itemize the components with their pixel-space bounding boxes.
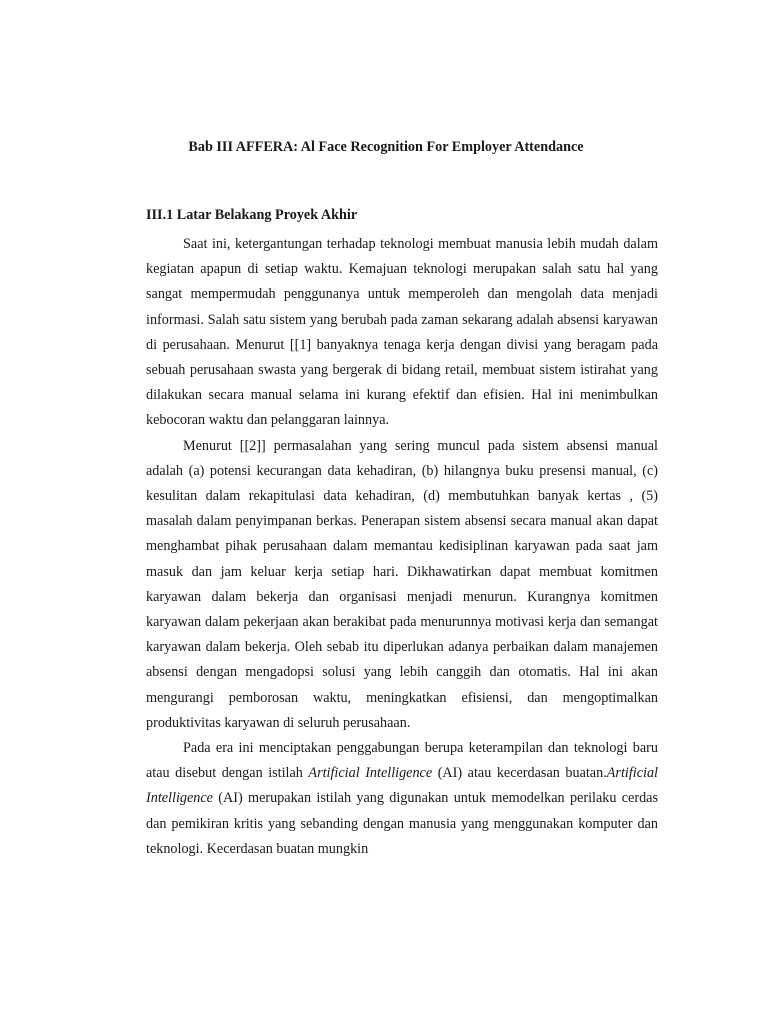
paragraph-3-segment: (AI) atau kecerdasan buatan. [432, 765, 607, 782]
paragraph-3-italic-term: Artificial Intelligence [308, 765, 433, 782]
paragraph-3-italic-term: Artificial Intelligence [146, 765, 658, 807]
paragraph-1: Saat ini, ketergantungan terhadap teknologi membuat manusia lebih mudah dalam kegiatan apapun di setiap waktu. Kemajuan teknologi merupakan salah satu hal yang sangat mempermudah penggunanya untuk memperoleh dan mengolah data menjadi informasi. Salah satu sistem yang berubah pada zaman sekarang adalah absensi karyawan di perusahaan. Menurut [[1] banyaknya tenaga kerja dengan divisi yang beragam pada sebuah perusahaan swasta yang bergerak di bidang retail, membuat sistem istirahat yang dilakukan secara manual selama ini kurang efektif dan efisien. Hal ini menimbulkan kebocoran waktu dan pelanggaran lainnya. [146, 236, 658, 429]
paragraph-3 [146, 736, 658, 862]
paragraph-3-segment: Pada era ini menciptakan penggabungan berupa keterampilan dan teknologi baru atau disebut dengan istilah [146, 740, 658, 782]
paragraph-2: Menurut [[2]] permasalahan yang sering muncul pada sistem absensi manual adalah (a) potensi kecurangan data kehadiran, (b) hilangnya buku presensi manual, (c) kesulitan dalam rekapitulasi data kehadiran, (d) membutuhkan banyak kertas , (5) masalah dalam penyimpanan berkas. Penerapan sistem absensi secara manual akan dapat menghambat pihak perusahaan dalam memantau kedisiplinan karyawan pada saat jam masuk dan jam keluar kerja setiap hari. Dikhawatirkan dapat membuat komitmen karyawan dalam bekerja dan organisasi menjadi menurun. Kurangnya komitmen karyawan dalam pekerjaan akan berakibat pada menurunnya motivasi kerja dan semangat karyawan dalam bekerja. Oleh sebab itu diperlukan adanya perbaikan dalam manajemen absensi dengan mengadopsi solusi yang lebih canggih dan otomatis. Hal ini akan mengurangi pemborosan waktu, meningkatkan efisiensi, dan mengoptimalkan produktivitas karyawan di seluruh perusahaan. [146, 437, 658, 731]
body-text [146, 232, 658, 862]
section-heading: III.1 Latar Belakang Proyek Akhir [146, 207, 358, 223]
paragraph-3-segment: (AI) merupakan istilah yang digunakan untuk memodelkan perilaku cerdas dan pemikiran kritis yang sebanding dengan manusia yang menggunakan komputer dan teknologi. Kecerdasan buatan mungkin [146, 790, 658, 857]
chapter-title: Bab III AFFERA: Al Face Recognition For Employer Attendance [188, 139, 584, 155]
